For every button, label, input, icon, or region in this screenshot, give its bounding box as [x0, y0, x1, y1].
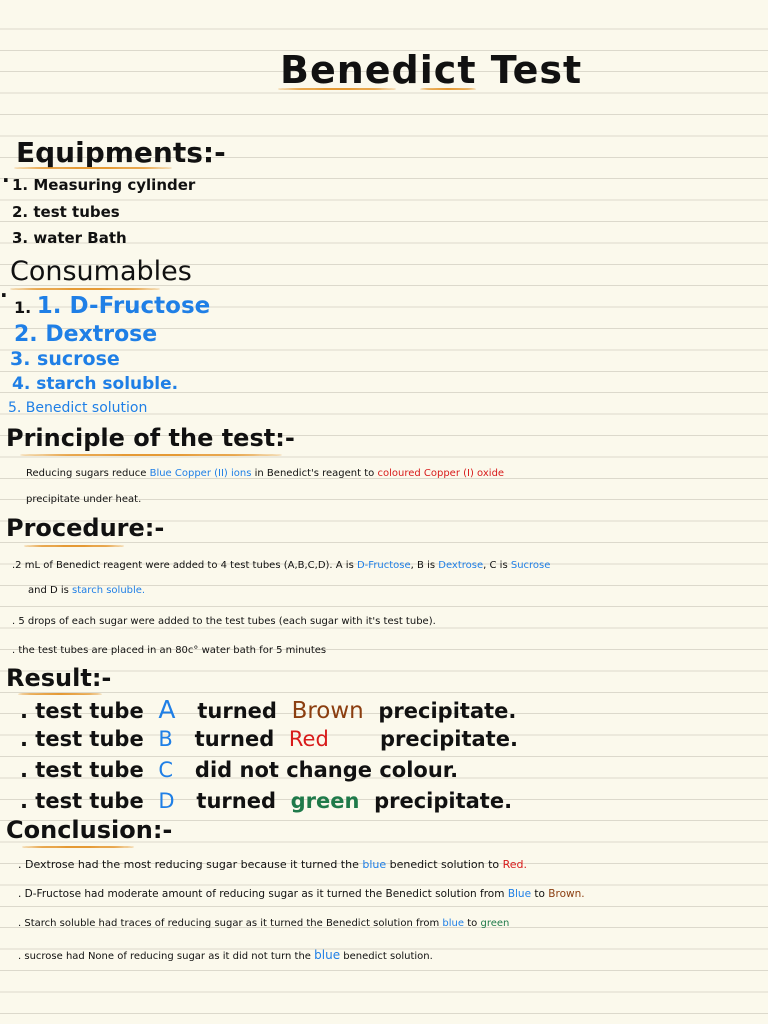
procedure-line-1b: and D is starch soluble.	[28, 585, 146, 596]
result-heading: Result:-	[6, 664, 112, 692]
result-row-a: . test tube A turned Brown precipitate.	[20, 695, 517, 724]
consumable-item: 3. sucrose	[10, 348, 120, 370]
equipments-heading: Equipments:-	[16, 136, 226, 169]
principle-line-1: Reducing sugars reduce Blue Copper (II) ions in Benedict's reagent to coloured Copper (I) oxide	[26, 468, 505, 479]
conclusion-line-2: . D-Fructose had moderate amount of reducing sugar as it turned the Benedict solution from Blue to Brown.	[18, 888, 585, 900]
consumable-item: 5. Benedict solution	[8, 400, 148, 416]
consumable-item: 4. starch soluble.	[12, 374, 179, 394]
principle-underline	[20, 454, 282, 456]
equipment-item: 2. test tubes	[12, 203, 120, 221]
conclusion-underline	[22, 846, 134, 848]
bullet-dot: ·	[2, 168, 10, 192]
conclusion-line-4: . sucrose had None of reducing sugar as it did not turn the blue benedict solution.	[18, 948, 433, 962]
equipment-item: 3. water Bath	[12, 229, 127, 247]
consumable-item: 2. Dextrose	[14, 322, 158, 347]
bullet-dot: ·	[0, 283, 8, 307]
principle-heading: Principle of the test:-	[6, 424, 295, 452]
procedure-heading: Procedure:-	[6, 514, 165, 542]
equipments-underline	[14, 167, 172, 169]
title-underline	[278, 88, 396, 90]
procedure-line-3: . the test tubes are placed in an 80c° water bath for 5 minutes	[12, 645, 327, 656]
procedure-line-1: .2 mL of Benedict reagent were added to 4 test tubes (A,B,C,D). A is D-Fructose, B is Dextrose, C is Sucrose	[12, 560, 551, 571]
consumables-heading: Consumables	[10, 256, 192, 287]
equipment-item: 1. Measuring cylinder	[12, 176, 196, 194]
procedure-underline	[24, 545, 124, 547]
conclusion-line-3: . Starch soluble had traces of reducing sugar as it turned the Benedict solution from blue to green	[18, 918, 510, 929]
procedure-line-2: . 5 drops of each sugar were added to the test tubes (each sugar with it's test tube).	[12, 616, 436, 627]
result-row-b: . test tube B turned Red precipitate.	[20, 727, 518, 751]
result-row-d: . test tube D turned green precipitate.	[20, 789, 513, 813]
title-underline-2	[420, 88, 476, 90]
conclusion-heading: Conclusion:-	[6, 816, 173, 844]
consumable-item: 1. 1. D-Fructose	[14, 293, 211, 319]
result-row-c: . test tube C did not change colour.	[20, 758, 459, 782]
page-title: Benedict Test	[280, 48, 583, 92]
principle-line-2: precipitate under heat.	[26, 494, 142, 505]
consumables-underline	[10, 288, 160, 290]
conclusion-line-1: . Dextrose had the most reducing sugar because it turned the blue benedict solution to Red.	[18, 858, 528, 871]
